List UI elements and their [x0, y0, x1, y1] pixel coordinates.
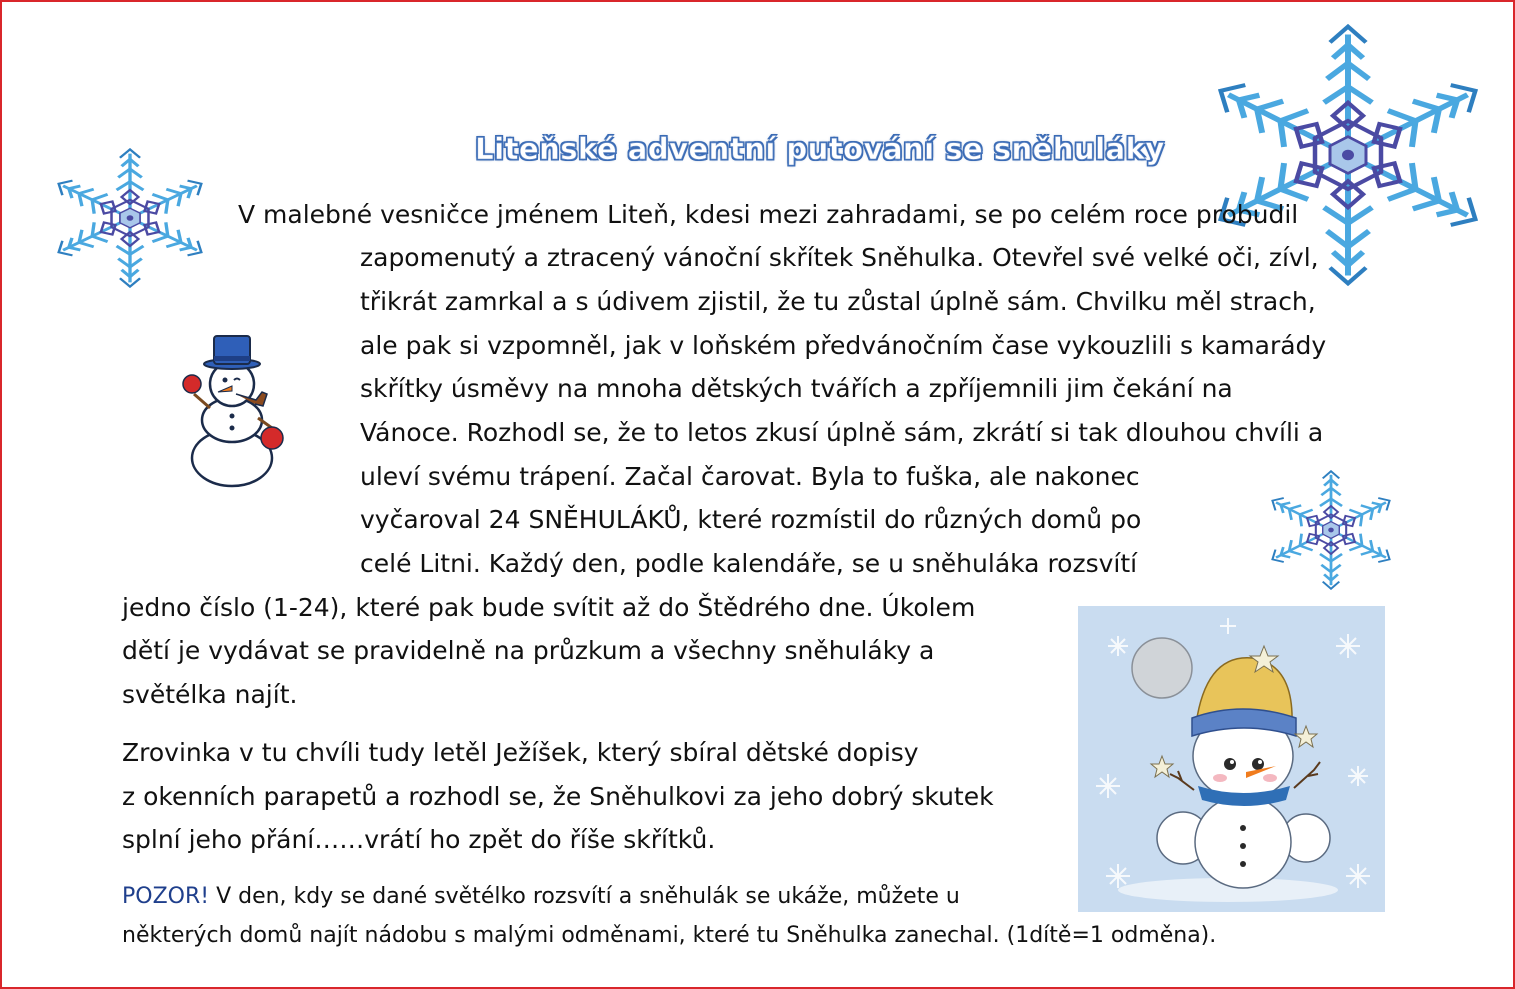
text-line: jedno číslo (1-24), které pak bude svítit až do Štědrého dne. Úkolem	[122, 593, 976, 622]
text-line: vyčaroval 24 SNĚHULÁKŮ, které rozmístil do různých domů po	[360, 505, 1142, 534]
text-line: V malebné vesničce jménem Liteň, kdesi mezi zahradami, se po celém roce probudil	[238, 200, 1299, 229]
text-line: třikrát zamrkal a s údivem zjistil, že tu zůstal úplně sám. Chvilku měl strach,	[360, 287, 1316, 316]
note-line	[122, 882, 960, 912]
note-label: POZOR!	[122, 884, 210, 909]
text-line: dětí je vydávat se pravidelně na průzkum a všechny sněhuláky a	[122, 636, 935, 665]
text-line: celé Litni. Každý den, podle kalendáře, se u sněhuláka rozsvítí	[360, 549, 1138, 578]
note-text: V den, kdy se dané světélko rozsvítí a sněhulák se ukáže, můžete u	[209, 884, 960, 909]
text-line: Vánoce. Rozhodl se, že to letos zkusí úplně sám, zkrátí si tak dlouhou chvíli a	[360, 418, 1324, 447]
page-title: Liteňské adventní putování se sněhuláky	[475, 132, 1165, 166]
text-line: uleví svému trápení. Začal čarovat. Byla to fuška, ale nakonec	[360, 462, 1140, 491]
text-line: Zrovinka v tu chvíli tudy letěl Ježíšek, který sbíral dětské dopisy	[122, 738, 919, 767]
text-line: splní jeho přání……vrátí ho zpět do říše skřítků.	[122, 825, 716, 854]
text-line: ale pak si vzpomněl, jak v loňském předvánočním čase vykouzlili s kamarády	[360, 331, 1327, 360]
snowman-with-knit-hat-illustration	[1078, 606, 1385, 912]
note-line: některých domů najít nádobu s malými odměnami, které tu Sněhulka zanechal. (1dítě=1 odměna).	[122, 923, 1217, 948]
snowflake-icon	[1262, 470, 1400, 590]
snowman-with-pipe-illustration	[180, 332, 290, 488]
text-line: světélka najít.	[122, 680, 298, 709]
text-line: skřítky úsměvy na mnoha dětských tvářích a zpříjemnili jim čekání na	[360, 374, 1233, 403]
text-line: zapomenutý a ztracený vánoční skřítek Sněhulka. Otevřel své velké oči, zívl,	[360, 243, 1319, 272]
text-line: z okenních parapetů a rozhodl se, že Sněhulkovi za jeho dobrý skutek	[122, 782, 994, 811]
snowflake-icon	[46, 148, 214, 288]
